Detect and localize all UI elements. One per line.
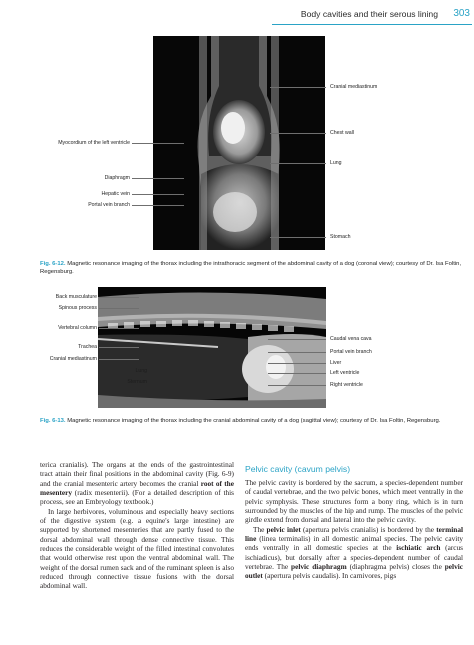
figure-id: Fig. 6-13. bbox=[40, 418, 66, 424]
header-rule bbox=[272, 24, 472, 25]
label-left-ventricle: Left ventricle bbox=[330, 370, 360, 376]
leader-line bbox=[132, 194, 184, 195]
label-vertebral-column: Vertebral column bbox=[58, 325, 97, 331]
figure-6-13-caption bbox=[40, 417, 462, 425]
leader-line bbox=[132, 143, 184, 144]
caption-text: Magnetic resonance imaging of the thorax including the intrathoracic segment of the abdominal cavity of a dog (coronal view); courtesy of Dr. Isa Foltin, Regensburg. bbox=[40, 261, 462, 275]
label-caudal-vena-cava: Caudal vena cava bbox=[330, 336, 372, 342]
leader-line bbox=[132, 178, 184, 179]
figure-6-12-caption bbox=[40, 260, 462, 276]
label-hepatic-vein: Hepatic vein bbox=[101, 191, 130, 197]
leader-line bbox=[99, 328, 139, 329]
leader-line bbox=[270, 133, 326, 134]
label-right-ventricle: Right ventricle bbox=[330, 382, 363, 388]
label-lung-2: Lung bbox=[135, 368, 147, 374]
figure-id: Fig. 6-12. bbox=[40, 261, 66, 267]
leader-line bbox=[268, 339, 326, 340]
leader-line bbox=[268, 363, 326, 364]
paragraph: The pelvic cavity is bordered by the sacrum, a species-dependent number of caudal vertebrae, and the two pelvic bones, which meet ventrally in the pelvic symphysis. These structures form a bony ring, which is in turn surrounded by the muscles of the hip and rump. The muscles of the pelvic girdle extend from dorsal and lateral into the pelvic cavity. bbox=[245, 478, 463, 525]
leader-line bbox=[268, 373, 326, 374]
leader-line bbox=[268, 385, 326, 386]
leader-line bbox=[99, 297, 139, 298]
label-diaphragm: Diaphragm bbox=[104, 175, 130, 181]
label-stomach: Stomach bbox=[330, 234, 351, 240]
page-number: 303 bbox=[453, 8, 470, 19]
label-myocardium: Myocordium of the left ventricle bbox=[58, 140, 130, 146]
paragraph: In large herbivores, voluminous and especially heavy sections of the digestive system (e.g. a equine's large intestine) are supported by shortened mesenteries that are partly fused to the dorsal abdominal wall through dense connective tissue. This reduces the considerable weight of the filled intestinal convolutes that would otherwise rest upon the ventral abdominal wall. The weight of the dorsal rumen sack and of the ruminant spleen is also reduced through connective tissue fusions with the dorsal abdominal wall. bbox=[40, 506, 234, 591]
label-portal-vein: Portal vein branch bbox=[88, 202, 130, 208]
leader-line bbox=[99, 347, 139, 348]
right-column bbox=[245, 478, 463, 581]
paragraph: terica cranialis). The organs at the ends of the gastrointestinal tract attain their final positions in the abdominal cavity (Fig. 6-9) and the cranial mesenteric artery becomes the cranial root of the mesentery (radix mesenterii). (For a detailed description of this process, see an Embryology textbook.) bbox=[40, 460, 234, 507]
leader-line bbox=[270, 163, 326, 164]
label-lung: Lung bbox=[330, 160, 342, 166]
caption-text: Magnetic resonance imaging of the thorax including the cranial abdominal cavity of a dog (sagittal view); courtesy of Dr. Isa Foltin, Regensburg. bbox=[67, 418, 441, 424]
section-heading: Pelvic cavity (cavum pelvis) bbox=[245, 464, 351, 474]
page-header bbox=[0, 0, 474, 28]
label-spinous-process: Spinous process bbox=[58, 305, 97, 311]
left-column bbox=[40, 460, 234, 591]
leader-line bbox=[270, 237, 326, 238]
running-head: Body cavities and their serous lining bbox=[300, 9, 438, 19]
leader-line bbox=[268, 352, 326, 353]
label-cranial-mediastinum-2: Cranial mediastinum bbox=[49, 356, 97, 362]
leader-line bbox=[99, 308, 139, 309]
label-cranial-mediastinum: Cranial mediastinum bbox=[330, 84, 378, 90]
paragraph: The pelvic inlet (apertura pelvis cranialis) is bordered by the terminal line (linea terminalis) in all domestic animal species. The pelvic cavity ends ventrally in all domestic species at the ischiatic arch (arcus ischiadicus), but dorsally after a species-dependent number of caudal vertebrae. The pelvic diaphragm (diaphragma pelvis) closes the pelvic outlet (apertura pelvis caudalis). In carnivores, pigs bbox=[245, 524, 463, 581]
label-liver: Liver bbox=[330, 360, 342, 366]
leader-line bbox=[99, 359, 139, 360]
label-sternum: Sternum bbox=[127, 379, 147, 385]
leader-line bbox=[132, 205, 184, 206]
label-chest-wall: Chest wall bbox=[330, 130, 354, 136]
label-portal-vein-2: Portal vein branch bbox=[330, 349, 372, 355]
leader-line bbox=[270, 87, 326, 88]
label-back-musculature: Back musculature bbox=[55, 294, 97, 300]
label-trachea: Trachea bbox=[78, 344, 97, 350]
